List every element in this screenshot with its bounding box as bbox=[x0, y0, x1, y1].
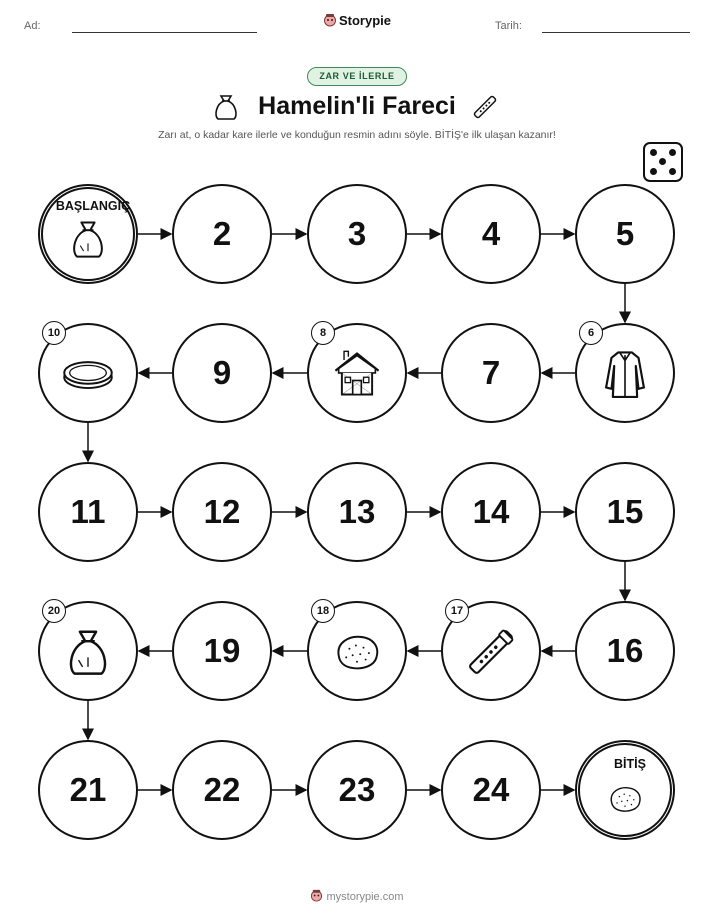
board-space-9[interactable] bbox=[172, 323, 272, 423]
space-number: 7 bbox=[481, 354, 501, 391]
space-number: 11 bbox=[70, 493, 106, 530]
space-number: 3 bbox=[347, 215, 367, 252]
space-number-badge: 10 bbox=[42, 321, 66, 345]
storypie-logo-icon bbox=[310, 889, 323, 902]
page-title: Hamelin'li Fareci bbox=[258, 92, 456, 120]
board-space-21[interactable] bbox=[38, 740, 138, 840]
money-bag-icon bbox=[61, 625, 115, 684]
finish-label: BİTİŞ bbox=[614, 757, 646, 771]
space-number: 19 bbox=[203, 632, 241, 669]
space-number: 4 bbox=[481, 215, 501, 252]
footer bbox=[0, 889, 714, 903]
start-space[interactable] bbox=[38, 184, 138, 284]
bread-icon bbox=[330, 625, 384, 684]
board-space-15[interactable] bbox=[575, 462, 675, 562]
space-number: 16 bbox=[606, 632, 644, 669]
instructions: Zarı at, o kadar kare ilerle ve konduğun resmin adını söyle. BİTİŞ'e ilk ulaşan kazanır! bbox=[158, 129, 556, 141]
space-number: 21 bbox=[69, 771, 107, 808]
board-space-22[interactable] bbox=[172, 740, 272, 840]
space-number-badge: 18 bbox=[311, 599, 335, 623]
board-space-4[interactable] bbox=[441, 184, 541, 284]
board-space-11[interactable] bbox=[38, 462, 138, 562]
board-space-13[interactable] bbox=[307, 462, 407, 562]
board-space-5[interactable] bbox=[575, 184, 675, 284]
flute-icon bbox=[464, 625, 518, 684]
money-bag-icon bbox=[66, 217, 110, 266]
space-number-badge: 8 bbox=[311, 321, 335, 345]
board-space-7[interactable] bbox=[441, 323, 541, 423]
space-number: 23 bbox=[338, 771, 376, 808]
space-number: 12 bbox=[203, 493, 241, 530]
space-number-badge: 17 bbox=[445, 599, 469, 623]
space-number: 15 bbox=[606, 493, 644, 530]
footer-url: mystorypie.com bbox=[326, 891, 404, 903]
space-number-badge: 20 bbox=[42, 599, 66, 623]
board-space-16[interactable] bbox=[575, 601, 675, 701]
space-number: 14 bbox=[472, 493, 510, 530]
robe-icon bbox=[598, 347, 652, 406]
bread-icon bbox=[605, 779, 645, 824]
date-label: Tarih: bbox=[495, 20, 522, 32]
board-space-24[interactable] bbox=[441, 740, 541, 840]
coin-icon bbox=[61, 347, 115, 406]
space-number: 2 bbox=[212, 215, 232, 252]
space-number: 9 bbox=[212, 354, 232, 391]
board-space-3[interactable] bbox=[307, 184, 407, 284]
space-number-badge: 6 bbox=[579, 321, 603, 345]
space-number: 22 bbox=[203, 771, 241, 808]
finish-space[interactable] bbox=[575, 740, 675, 840]
brand-name: Storypie bbox=[338, 13, 391, 28]
start-label: BAŞLANGIÇ bbox=[55, 199, 131, 213]
board-space-12[interactable] bbox=[172, 462, 272, 562]
name-label: Ad: bbox=[24, 20, 41, 32]
board-space-2[interactable] bbox=[172, 184, 272, 284]
space-number: 13 bbox=[338, 493, 376, 530]
board-space-19[interactable] bbox=[172, 601, 272, 701]
board-space-23[interactable] bbox=[307, 740, 407, 840]
space-number: 24 bbox=[472, 771, 510, 808]
space-number: 5 bbox=[615, 215, 635, 252]
game-type-badge: ZAR VE İLERLE bbox=[307, 67, 407, 86]
board-space-14[interactable] bbox=[441, 462, 541, 562]
house-icon bbox=[330, 347, 384, 406]
